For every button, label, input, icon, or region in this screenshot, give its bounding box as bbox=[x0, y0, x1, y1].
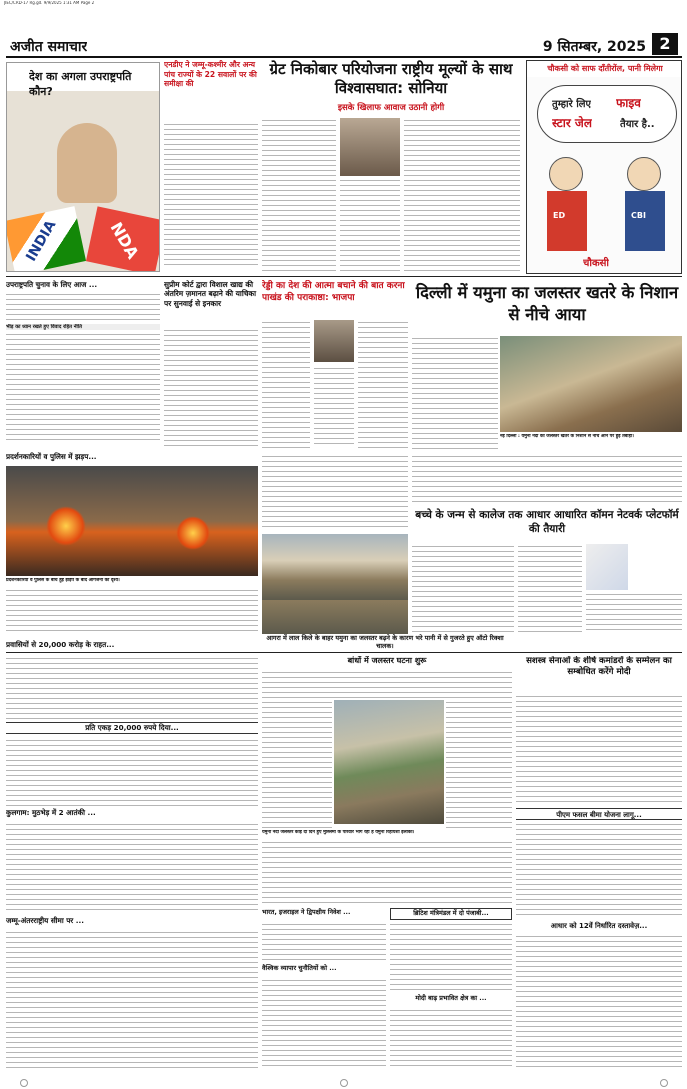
page-number: 2 bbox=[652, 33, 678, 55]
court-story bbox=[164, 280, 258, 450]
left-head-1: प्रवासियों से 20,000 करोड़ के राहत... bbox=[6, 640, 115, 649]
dam-caption: यमुना नदी जलस्तर कोई दो दिन हुए मुस्लिमों के परिवार भाग रहा है यमुना रिहायशी इलाका। bbox=[262, 830, 415, 835]
aadhar-card-image bbox=[586, 544, 628, 590]
pm-fasal-head: पीएम फसल बीमा योजना लागू... bbox=[516, 808, 682, 820]
vp-article-head: उपराष्ट्रपति चुनाव के लिए आज ... bbox=[6, 280, 98, 289]
issue-date: 9 सितम्बर, 2025 bbox=[542, 39, 646, 55]
nicobar-story bbox=[262, 60, 520, 274]
british-head: ब्रिटिश मंत्रिमंडल में दो पंजाबी... bbox=[390, 908, 512, 920]
clash-photo bbox=[6, 466, 258, 576]
bharat-head: भारत, इजराइल ने द्विपक्षीय निवेश ... bbox=[262, 908, 351, 916]
left-head-2: प्रति एकड़ 20,000 रुपये दिया... bbox=[6, 722, 258, 734]
nda-label: NDA bbox=[106, 218, 143, 263]
agra-caption: आगरा में लाल किले के बाहर यमुना का जलस्तर बढ़ने के कारण भरे पानी में से गुजरते हुए ऑटो रिक्शा चालक। bbox=[266, 634, 504, 650]
nicobar-headline: ग्रेट निकोबार परियोजना राष्ट्रीय मूल्यों के साथ विश्वासघात: सोनिया bbox=[269, 60, 513, 97]
left-head-4: जम्मू-अंतरराष्ट्रीय सीमा पर ... bbox=[6, 916, 84, 925]
paper-name: अजीत समाचार bbox=[10, 39, 88, 55]
nda-column bbox=[164, 60, 258, 270]
dam-photo bbox=[334, 700, 444, 824]
aadhar-story-head: बच्चे के जन्म से कालेज तक आधार आधारित कॉमन नेटवर्क प्लेटफॉर्म की तैयारी bbox=[415, 509, 679, 535]
clash-caption: प्रदर्शनकारियों व पुलिस के बीच हुई झड़प के बाद आगजनी का दृश्य। bbox=[6, 578, 120, 583]
masthead bbox=[6, 32, 682, 58]
aadhar12-head: आधार को 12वें निर्धारित दस्तावेज़... bbox=[516, 920, 682, 932]
nda-head: एनडीए ने जम्मू-कश्मीर और अन्य पांच राज्यों के 22 सवालों पर की समीक्षा की bbox=[164, 60, 257, 89]
nicobar-kicker: इसके खिलाफ आवाज उठानी होगी bbox=[262, 102, 520, 114]
vp-sub1: भीड़ का ध्यान रखते हुए विवाद रहित नीति bbox=[6, 324, 160, 330]
sonia-photo bbox=[340, 118, 400, 176]
agra-photo-top bbox=[262, 534, 408, 600]
cartoon: चौकसी को साफ दाँतीरोंल, पानी मिलेगा तुम्हारे लिए फाइव स्टार जेल तैयार है.. ED CBI चौकसी bbox=[526, 60, 682, 274]
yamuna-headline-block bbox=[412, 282, 682, 330]
flood-caption: नई दिल्ली : यमुना नदी का जलस्तर खतरे के निशान से नीचे आने पर हुई तबाही। bbox=[500, 434, 634, 439]
reddy-photo bbox=[314, 320, 354, 362]
print-slug: JIEC/CRD-17 Rg.gd. 9/9/2025 1:31 AM Page 2 bbox=[4, 1, 95, 5]
reddy-story bbox=[262, 280, 408, 450]
print-footer bbox=[0, 1076, 687, 1089]
modi-head: मोदी बाढ़ प्रभावित क्षेत्र का ... bbox=[415, 994, 487, 1002]
yamuna-headline: दिल्ली में यमुना का जलस्तर खतरे के निशान से नीचे आया bbox=[415, 283, 679, 324]
speech-bubble: तुम्हारे लिए फाइव स्टार जेल तैयार है.. bbox=[537, 85, 677, 143]
vp-headline: देश का अगला उपराष्ट्रपति कौन? bbox=[29, 70, 132, 98]
vp-graphic bbox=[6, 62, 160, 272]
vp-article bbox=[6, 280, 160, 450]
india-label: INDIA bbox=[23, 217, 60, 265]
dam-head: बांधों में जलस्तर घटना शुरू bbox=[347, 656, 427, 665]
court-head: सुप्रीम कोर्ट द्वारा विशाल खाद्य की अंतरिम ज़मानत बढ़ाने की याचिका पर सुनवाई से इनकार bbox=[164, 280, 257, 308]
reddy-head: रेड्डी का देश की आत्मा बचाने की बात करना पाखंड की पराकाष्ठा: भाजपा bbox=[262, 281, 405, 303]
flood-photo bbox=[500, 336, 682, 432]
armed-forces-story: सशस्त्र सेनाओं के शीर्ष कमांडरों के सम्मेलन का सम्बोधित करेंगे मोदी bbox=[516, 656, 682, 804]
left-head-3: कुलगाम: मुठभेड़ में 2 आतंकी ... bbox=[6, 808, 96, 817]
cartoon-tag: चौकसी bbox=[583, 258, 609, 269]
cartoon-title: चौकसी को साफ दाँतीरोंल, पानी मिलेगा bbox=[527, 61, 682, 77]
clash-head-bar: प्रदर्शनकारियों व पुलिस में झड़प... bbox=[6, 452, 97, 461]
vaishvik-head: वैश्विक व्यापार चुनौतियों को ... bbox=[262, 964, 337, 972]
